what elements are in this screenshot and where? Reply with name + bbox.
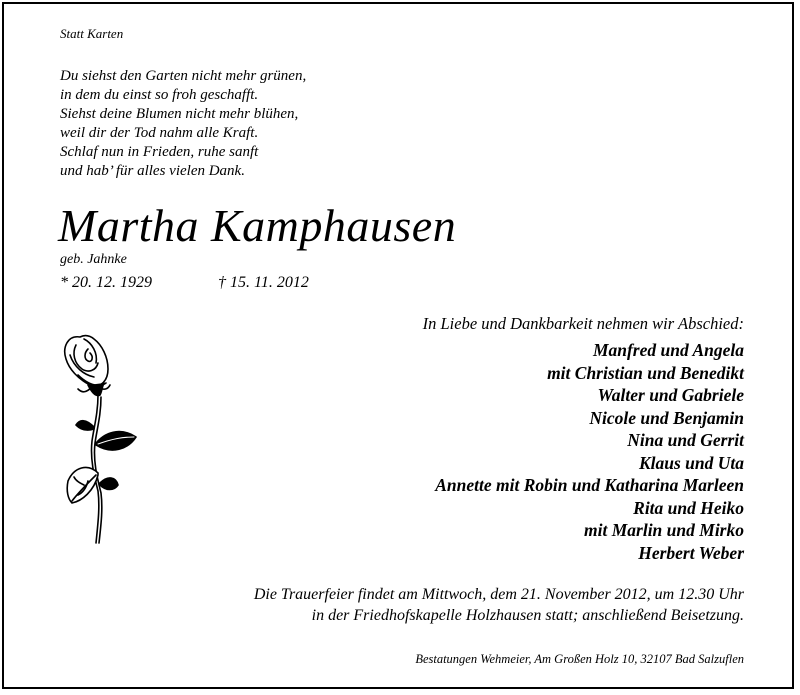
poem-line: und hab’ für alles vielen Dank.	[60, 163, 245, 179]
mourner: Nicole und Benjamin	[589, 407, 744, 428]
poem-line: Schlaf nun in Frieden, ruhe sanft	[60, 144, 259, 160]
poem-line: in dem du einst so froh geschafft.	[60, 87, 259, 103]
undertaker: Bestatungen Wehmeier, Am Großen Holz 10, 32107 Bad Salzuflen	[415, 652, 744, 666]
mourner: Herbert Weber	[638, 542, 744, 563]
poem-line: weil dir der Tod nahm alle Kraft.	[60, 125, 259, 141]
mourner: Manfred und Angela	[592, 340, 744, 360]
mourner: Nina und Gerrit	[627, 430, 744, 450]
maiden-name: geb. Jahnke	[60, 252, 127, 267]
mourners-list	[435, 339, 744, 564]
rose-icon	[58, 323, 148, 548]
mourner: Annette mit Robin und Katharina Marleen	[435, 475, 744, 495]
death-date: † 15. 11. 2012	[218, 274, 309, 291]
poem-line: Du siehst den Garten nicht mehr grünen,	[60, 68, 307, 84]
service-line: Die Trauerfeier findet am Mittwoch, dem 21. November 2012, um 12.30 Uhr	[253, 586, 744, 603]
mourner: mit Marlin und Mirko	[584, 520, 744, 540]
mourner: Walter und Gabriele	[597, 385, 744, 405]
birth-date: * 20. 12. 1929	[60, 274, 152, 291]
poem-line: Siehst deine Blumen nicht mehr blühen,	[60, 106, 299, 122]
service-info	[254, 584, 744, 626]
mourner: Rita und Heiko	[633, 497, 744, 518]
service-line: in der Friedhofskapelle Holzhausen statt; anschließend Beisetzung.	[311, 607, 744, 624]
farewell-line: In Liebe und Dankbarkeit nehmen wir Abschied:	[422, 314, 744, 333]
statt-karten: Statt Karten	[60, 26, 124, 41]
mourner: Klaus und Uta	[638, 452, 744, 473]
poem	[60, 67, 306, 181]
mourner: mit Christian und Benedikt	[547, 362, 744, 383]
deceased-name: Martha Kamphausen	[58, 200, 457, 251]
